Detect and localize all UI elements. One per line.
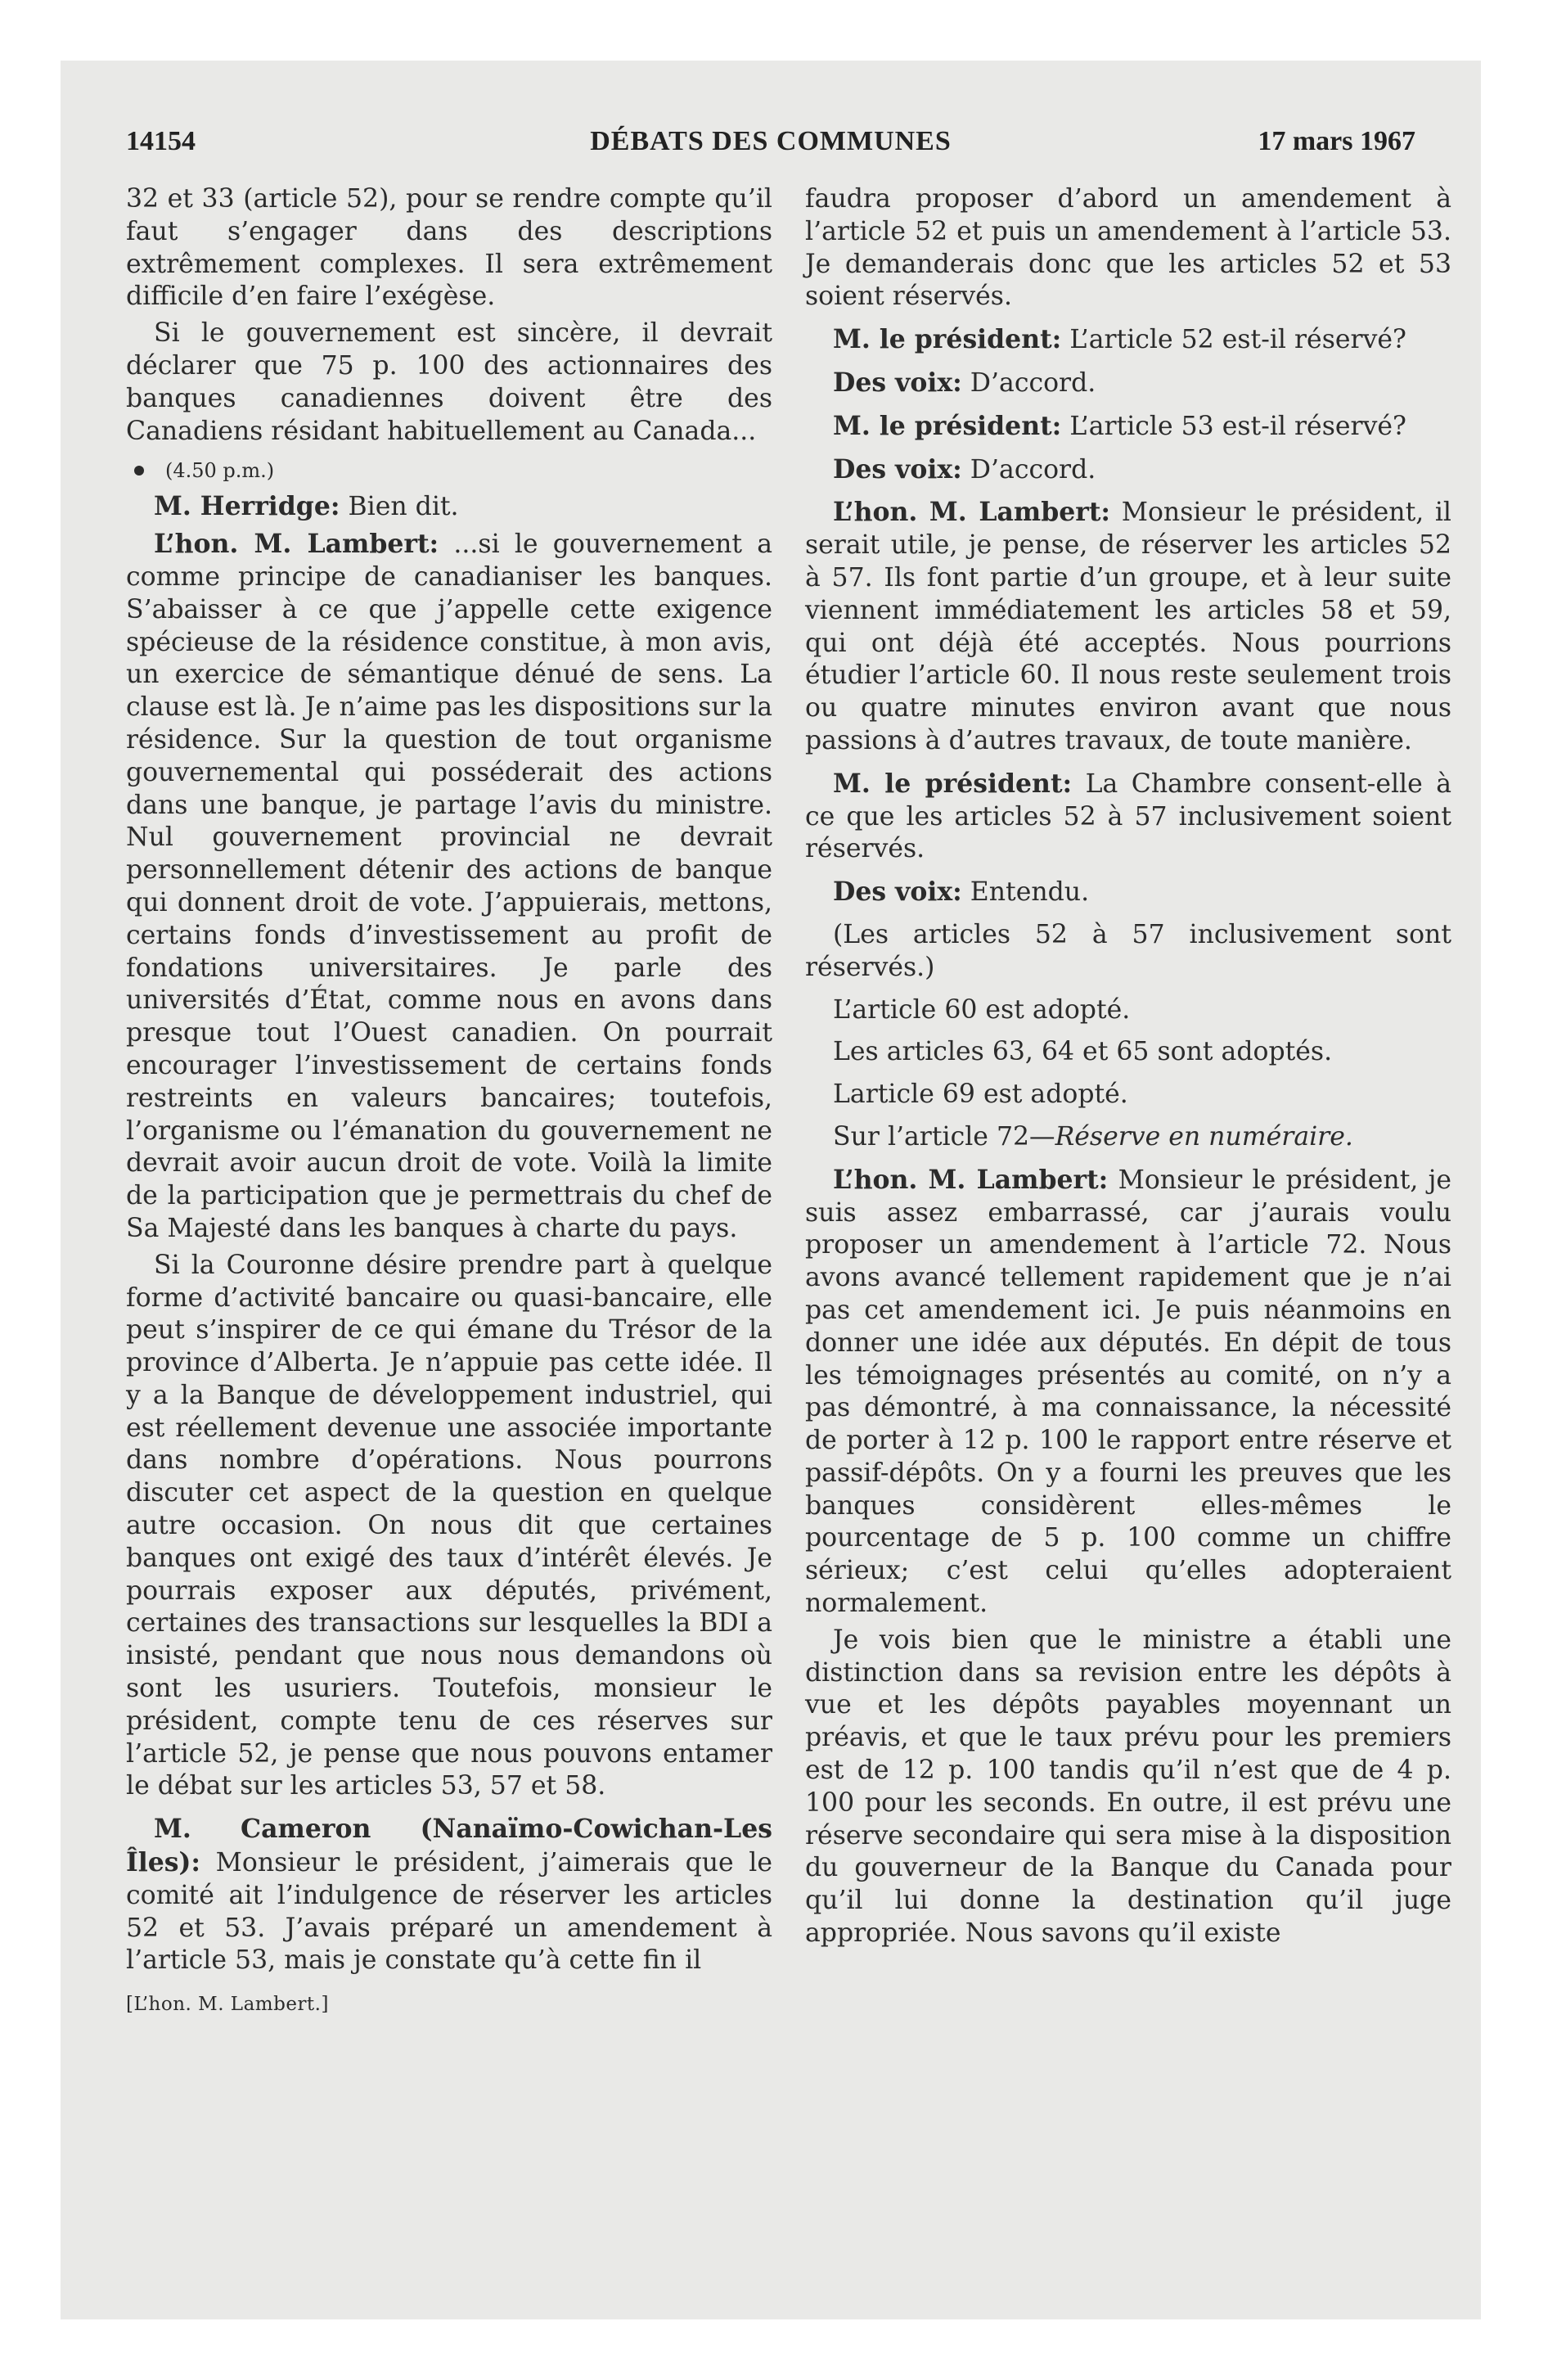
speaker-name: L’hon. M. Lambert:	[833, 1164, 1109, 1195]
page-header	[126, 126, 1415, 175]
speech-paragraph	[805, 367, 1451, 400]
speaker-name: M. le président:	[833, 768, 1073, 799]
speaker-name: Des voix:	[833, 453, 962, 485]
procedural-note: Les articles 63, 64 et 65 sont adoptés.	[833, 1037, 1333, 1067]
speech-text: Monsieur le président, je suis assez embarrassé, car j’aurais voulu proposer un amendement à l’article 72. Nous avons avancé tellement rapidement que je n’ai pas cet amendement ici. Je puis néanmoins en donner une idée aux députés. En dépit de tous les témoignages présentés au comité, on n’y a pas démontré, à ma connaissance, la nécessité de porter à 12 p. 100 le rapport entre réserve et passif-dépôts. On y a fourni les preuves que les banques considèrent elles-mêmes le pourcentage de 5 p. 100 comme un chiffre sérieux; c’est celui qu’elles adopteraient normalement.	[805, 1165, 1452, 1619]
speech-paragraph	[805, 410, 1451, 444]
time-marker	[134, 456, 772, 485]
speaker-name: M. le président:	[833, 410, 1062, 441]
time-marker-text: (4.50 p.m.)	[165, 459, 275, 483]
paragraph: 32 et 33 (article 52), pour se rendre compte qu’il faut s’engager dans des descriptions extrêmement complexes. Il sera extrêmement difficile d’en faire l’exégèse.	[126, 184, 772, 312]
speech-text: Entendu.	[970, 877, 1090, 908]
speech-text: La Chambre consent-elle à ce que les articles 52 à 57 inclusivement soient réservés.	[805, 769, 1451, 864]
right-column	[805, 183, 1451, 1954]
speech-text: D’accord.	[970, 454, 1096, 485]
speech-paragraph	[126, 490, 772, 524]
speech-paragraph	[126, 528, 772, 1246]
speech-text: Monsieur le président, il serait utile, je pense, de réserver les articles 52 à 57. Ils font partie d’un groupe, et à leur suite viennent immédiatement les articles 58 et 59, qui ont déjà été acceptés. Nous pourrions étudier l’article 60. Il nous reste seulement trois ou quatre minutes environ avant que nous passions à d’autres travaux, de toute manière.	[805, 498, 1452, 755]
speech-paragraph	[805, 768, 1451, 866]
speaker-name: M. le président:	[833, 324, 1062, 355]
speech-text: L’article 52 est-il réservé?	[1069, 325, 1406, 355]
speech-text: Monsieur le président, j’aimerais que le comité ait l’indulgence de réserver les articles 52 et 53. J’avais préparé un amendement à l’article 53, mais je constate qu’à cette fin il	[126, 1848, 772, 1976]
page-number: 14154	[126, 126, 196, 156]
speech-paragraph	[805, 323, 1451, 357]
speaker-name: Des voix:	[833, 367, 962, 398]
scanned-page	[61, 61, 1481, 2319]
speech-paragraph	[126, 1813, 772, 1977]
speaker-name: Des voix:	[833, 877, 962, 908]
speech-paragraph	[805, 876, 1451, 909]
left-column	[126, 183, 772, 2022]
speaker-name: M. Herridge:	[154, 491, 340, 522]
speaker-name: M. Cameron (Nanaïmo-Cowichan-Les Îles):	[126, 1814, 772, 1878]
procedural-note: (Les articles 52 à 57 inclusivement sont réservés.)	[805, 919, 1451, 982]
clause-title: Réserve en numéraire.	[1055, 1121, 1353, 1152]
paragraph: Si le gouvernement est sincère, il devrait déclarer que 75 p. 100 des actionnaires des banques canadiennes doivent être des Canadiens résidant habituellement au Canada...	[126, 318, 772, 446]
paragraph: faudra proposer d’abord un amendement à l’article 52 et puis un amendement à l’article 53. Je demanderais donc que les articles 52 et 53 soient réservés.	[805, 184, 1451, 312]
paragraph: Si la Couronne désire prendre part à quelque forme d’activité bancaire ou quasi-bancaire, elle peut s’inspirer de ce qui émane du Trésor de la province d’Alberta. Je n’appuie pas cette idée. Il y a la Banque de développement industriel, qui est réellement devenue une associée importante dans nombre d’opérations. Nous pourrons discuter cet aspect de la question en quelque autre occasion. On nous dit que certaines banques ont exigé des taux d’intérêt élevés. Je pourrais exposer aux députés, privément, certaines des transactions sur lesquelles la BDI a insisté, pendant que nous nous demandons où sont les usuriers. Toutefois, monsieur le président, compte tenu de ces réserves sur l’article 52, je pense que nous pouvons entamer le débat sur les articles 53, 57 et 58.	[126, 1250, 772, 1801]
speech-paragraph	[805, 453, 1451, 487]
speech-text: L’article 53 est-il réservé?	[1069, 411, 1406, 441]
speech-paragraph	[805, 496, 1451, 757]
speech-text: Bien dit.	[348, 492, 459, 522]
speech-text: ...si le gouvernement a comme principe de canadianiser les banques. S’abaisser à ce que j’appelle cette exigence spécieuse de la résidence constitue, à mon avis, un exercice de sémantique dénué de sens. La clause est là. Je n’aime pas les dispositions sur la résidence. Sur la question de tout organisme gouvernemental qui posséderait des actions dans une banque, je partage l’avis du ministre. Nul gouvernement provincial ne devrait personnellement détenir des actions de banque qui donnent droit de vote. J’appuierais, mettons, certains fonds d’investissement au profit de fondations universitaires. Je parle des universités d’État, comme nous en avons dans presque tout l’Ouest canadien. On pourrait encourager l’investissement de certains fonds restreints en valeurs bancaires; toutefois, l’organisme ou l’émanation du gouvernement ne devrait avoir aucun droit de vote. Voilà la limite de la participation que je permettrais du chef de Sa Majesté dans les banques à charte du pays.	[126, 530, 772, 1243]
clause-prefix: Sur l’article 72—	[833, 1121, 1055, 1152]
procedural-note: L’article 60 est adopté.	[833, 994, 1131, 1025]
speaker-name: L’hon. M. Lambert:	[833, 497, 1111, 528]
speech-paragraph	[805, 1164, 1451, 1620]
procedural-note	[805, 1121, 1451, 1154]
publication-title: DÉBATS DES COMMUNES	[590, 126, 952, 156]
speaker-name: L’hon. M. Lambert:	[154, 529, 439, 560]
bullet-icon	[134, 466, 144, 476]
speaker-reference: [L’hon. M. Lambert.]	[126, 1994, 329, 2016]
procedural-note: Larticle 69 est adopté.	[833, 1080, 1128, 1110]
page-date: 17 mars 1967	[1258, 126, 1415, 156]
paragraph: Je vois bien que le ministre a établi une distinction dans sa revision entre les dépôts à vue et les dépôts payables moyennant un préavis, et que le taux prévu pour les premiers est de 12 p. 100 tandis qu’il n’est que de 4 p. 100 pour les seconds. En outre, il est prévu une réserve secondaire qui sera mise à la disposition du gouverneur de la Banque du Canada pour qu’il lui donne la destination qu’il juge appropriée. Nous savons qu’il existe	[805, 1625, 1451, 1949]
speech-text: D’accord.	[970, 367, 1096, 398]
